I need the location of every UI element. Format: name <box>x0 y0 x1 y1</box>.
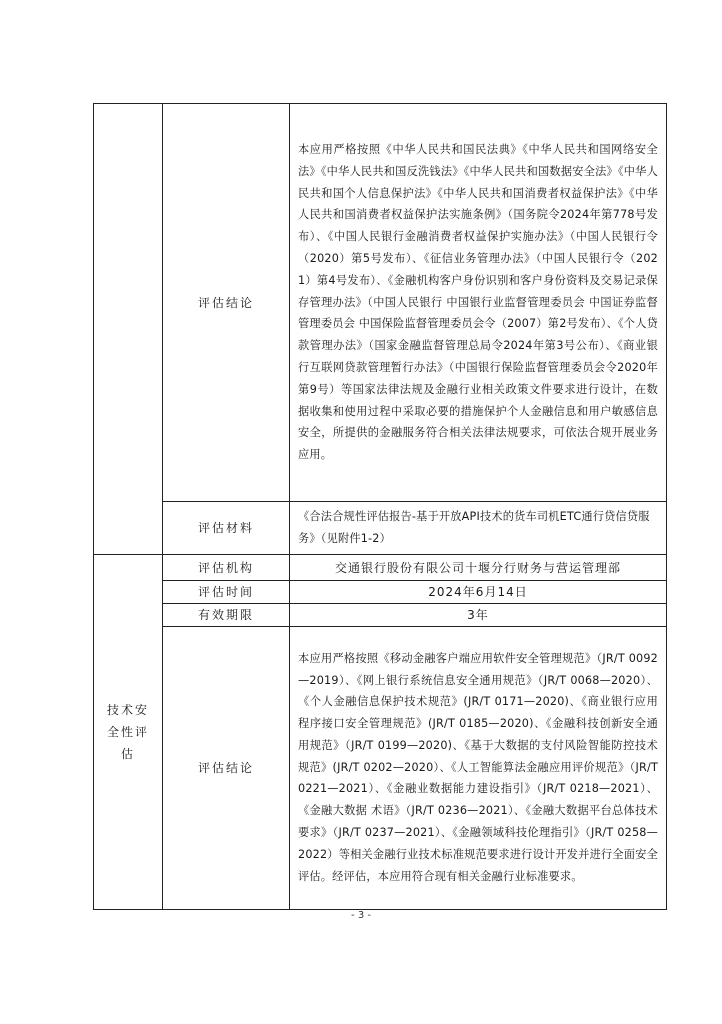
tech-org-value: 交通银行股份有限公司十堰分行财务与营运管理部 <box>290 554 667 580</box>
section-cell-compliance <box>94 104 163 555</box>
section-label-tech-security: 技术安全性评估 <box>94 554 163 909</box>
table-row <box>94 104 667 502</box>
tech-conclusion-text: 本应用严格按照《移动金融客户端应用软件安全管理规范》（JR/T 0092—2019）、《网上银行系统信息安全通用规范》（JR/T 0068—2020）、《个人金融信息保护技术规范》(JR/T 0171—2020)、《商业银行应用程序接口安全管理规范》(JR/T 0185—2020)、《金融科技创新安全通用规范》（JR/T 0199—2020)、《基于大数据的支付风险智能防控技术规范》(JR/T 0202—2020）、《人工智能算法金融应用评价规范》（JR/T 0221—2021）、《金融业数据能力建设指引》（JR/T 0218—2021）、《金融大数据 术语》（JR/T 0236—2021）、《金融大数据平台总体技术要求》（JR/T 0237—2021）、《金融领域科技伦理指引》（JR/T 0258—2022）等相关金融行业技术标准规范要求进行设计开发并进行全面安全评估。经评估，本应用符合现有相关金融行业标准要求。 <box>290 626 667 909</box>
compliance-conclusion-label: 评估结论 <box>163 104 290 502</box>
page-number: - 3 - <box>351 910 371 921</box>
compliance-materials-text: 《合法合规性评估报告-基于开放API技术的货车司机ETC通行贷信贷服务》（见附件1-2） <box>290 502 667 555</box>
tech-org-label: 评估机构 <box>163 554 290 580</box>
compliance-conclusion-text: 本应用严格按照《中华人民共和国民法典》《中华人民共和国网络安全法》《中华人民共和国反洗钱法》《中华人民共和国数据安全法》《中华人民共和国个人信息保护法》《中华人民共和国消费者权益保护法》《中华人民共和国消费者权益保护法实施条例》（国务院令2024年第778号发布）、《中国人民银行金融消费者权益保护实施办法》（中国人民银行令（2020）第5号发布）、《征信业务管理办法》（中国人民银行令（2021）第4号发布）、《金融机构客户身份识别和客户身份资料及交易记录保存管理办法》（中国人民银行 中国银行业监督管理委员会 中国证券监督管理委员会 中国保险监督管理委员会令（2007）第2号发布）、《个人贷款管理办法》（国家金融监督管理总局令2024年第3号公布）、《商业银行互联网贷款管理暂行办法》（中国银行保险监督管理委员会令2020年第9号）等国家法律法规及金融行业相关政策文件要求进行设计，在数据收集和使用过程中采取必要的措施保护个人金融信息和用户敏感信息安全，所提供的金融服务符合相关法律法规要求，可依法合规开展业务应用。 <box>290 104 667 502</box>
tech-time-value: 2024年6月14日 <box>290 580 667 603</box>
tech-validity-value: 3年 <box>290 603 667 626</box>
tech-conclusion-label: 评估结论 <box>163 626 290 909</box>
assessment-table <box>93 103 667 910</box>
table-row <box>94 626 667 909</box>
compliance-materials-label: 评估材料 <box>163 502 290 555</box>
tech-validity-label: 有效期限 <box>163 603 290 626</box>
table-row <box>94 580 667 603</box>
table-row <box>94 502 667 555</box>
table-row <box>94 554 667 580</box>
table-row <box>94 603 667 626</box>
tech-time-label: 评估时间 <box>163 580 290 603</box>
